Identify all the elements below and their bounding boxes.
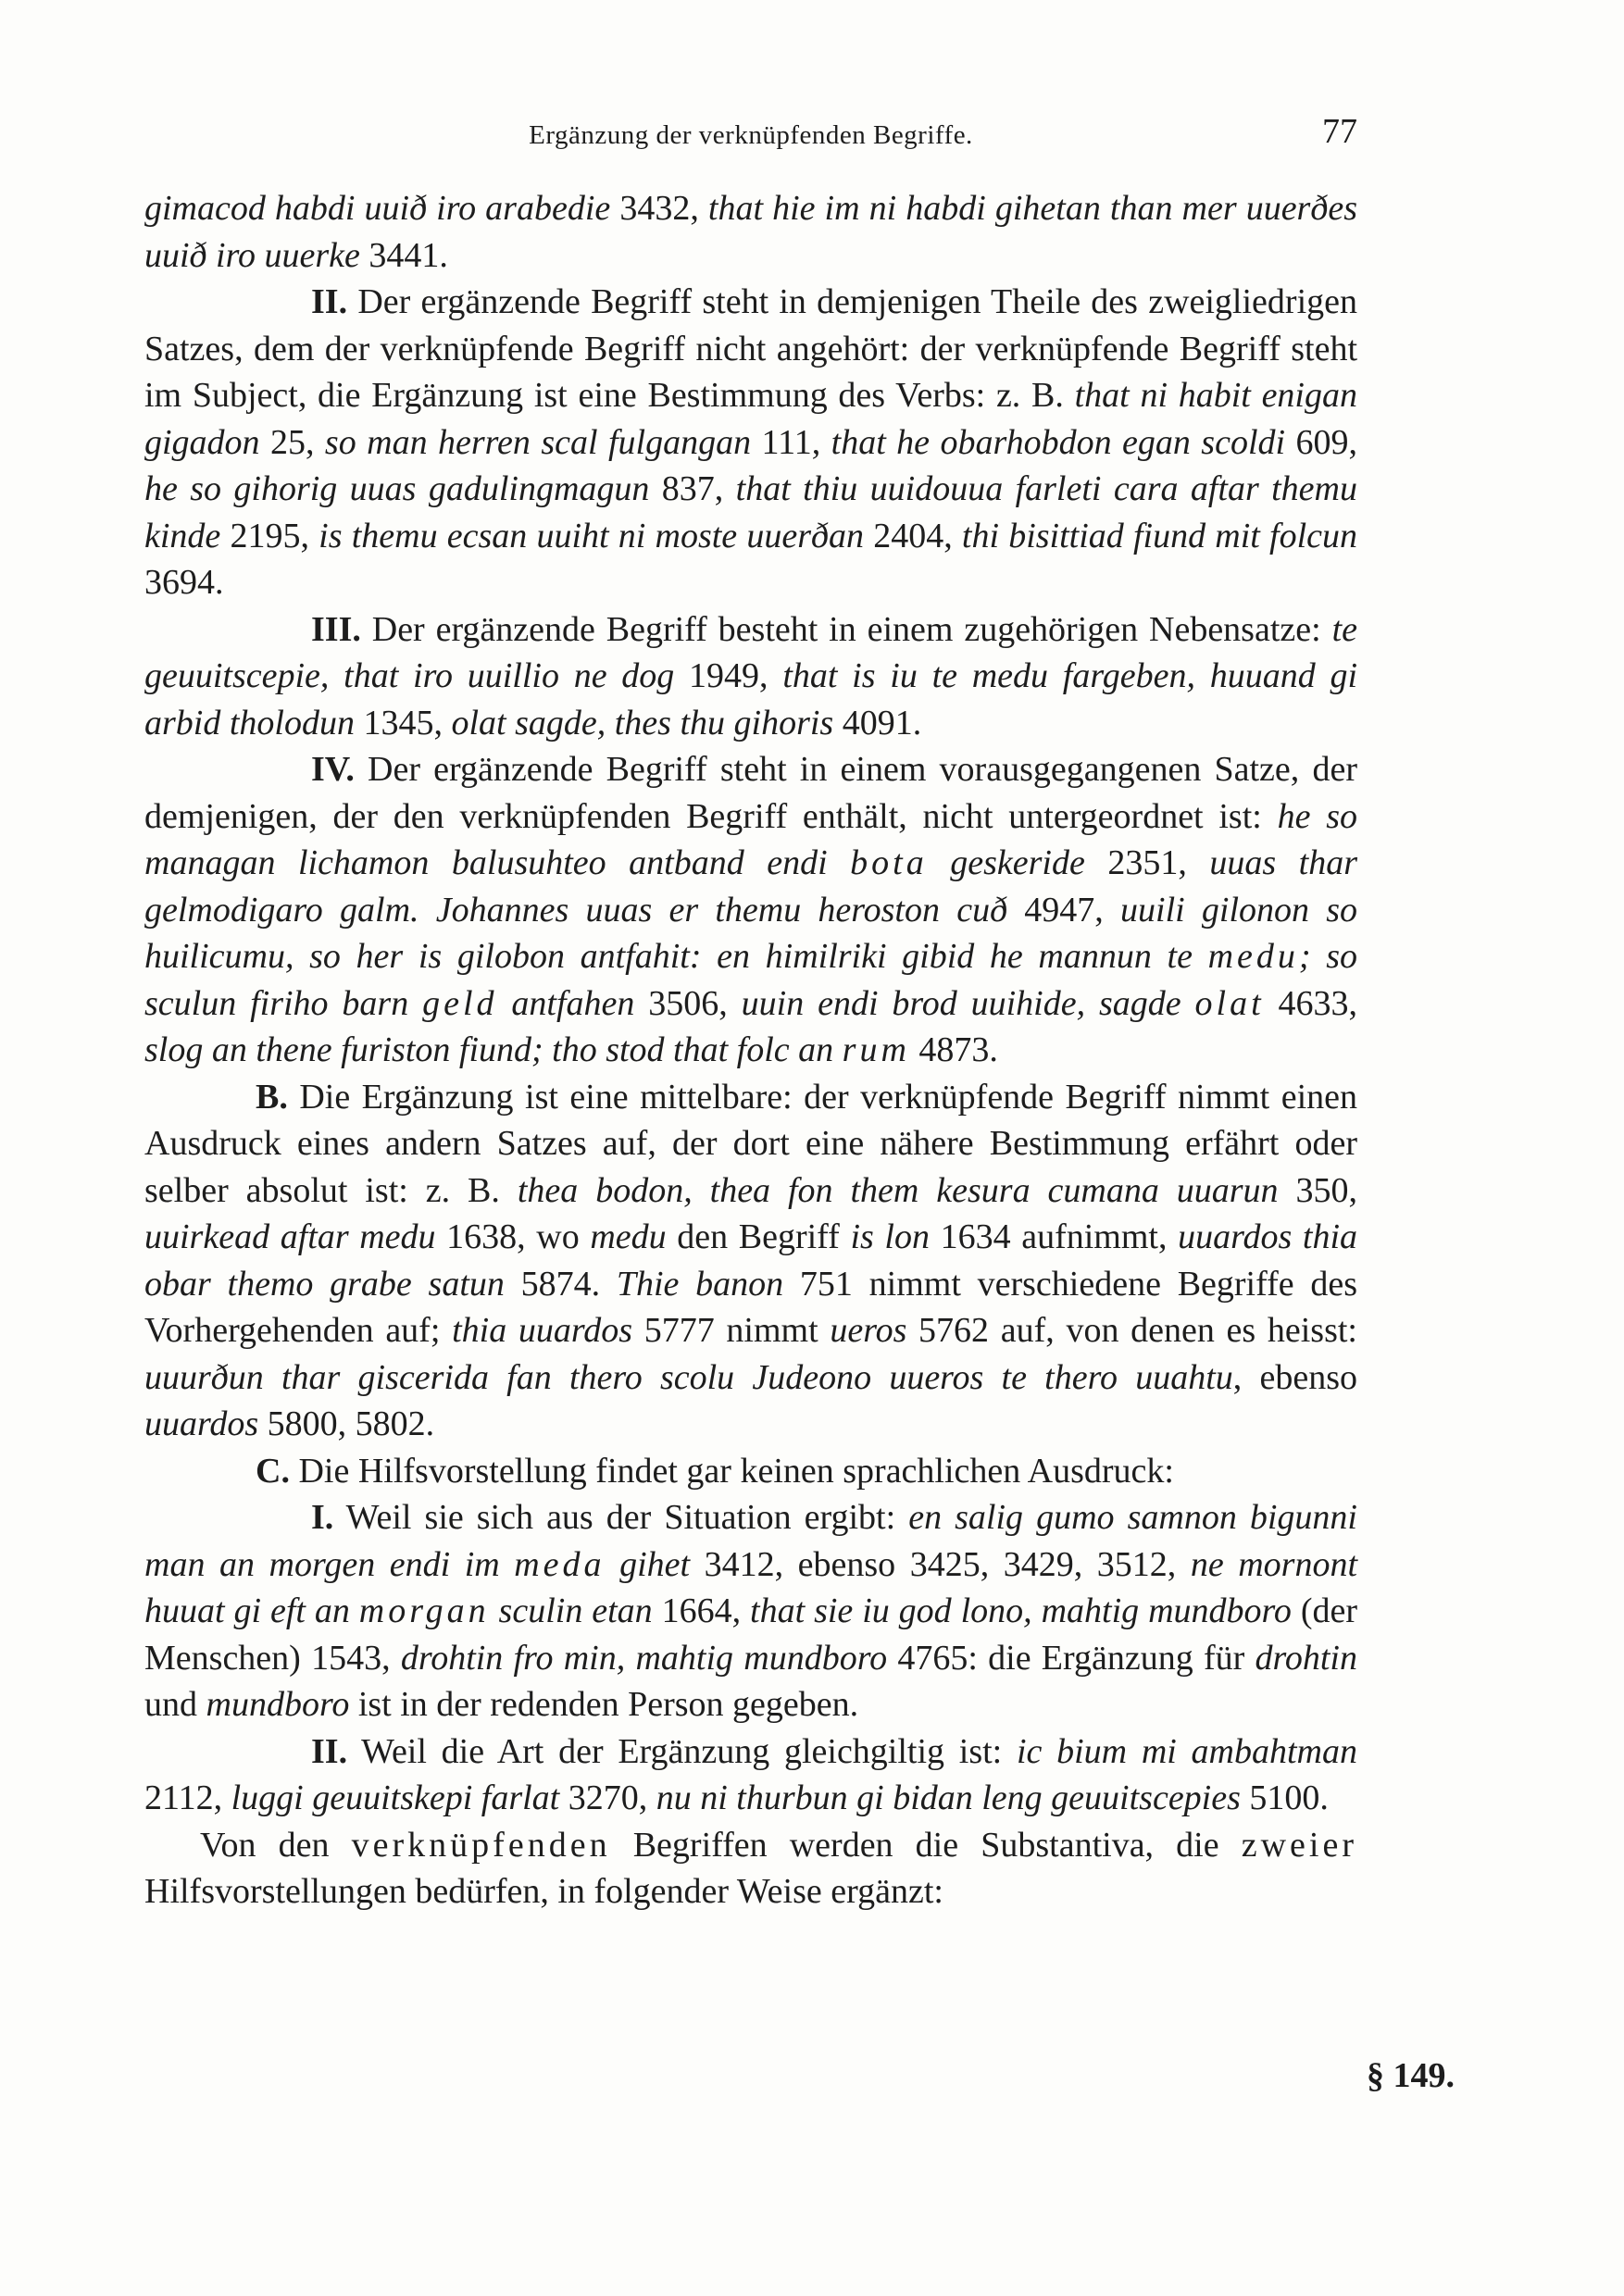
text: , ebenso xyxy=(1232,1357,1357,1397)
page-header xyxy=(144,111,1357,163)
quote: is themu ecsan uuiht ni moste uuerðan xyxy=(319,516,865,555)
quote: olat sagde, thes thu gihoris xyxy=(451,703,834,742)
quote: uuas thar gelmodigaro galm. Johannes uuas er themu heroston cuð xyxy=(144,843,1357,930)
text: 609, xyxy=(1285,422,1358,462)
quote: nu ni thurbun gi bidan leng geuuitscepies xyxy=(656,1778,1241,1817)
quote-spaced: rum xyxy=(842,1030,910,1069)
quote: he so gihorig uuas gadulingmagun xyxy=(144,469,650,508)
quote: uuardos thia obar themo grabe satun xyxy=(144,1217,1357,1304)
text: 350, xyxy=(1278,1170,1357,1210)
quote: medu xyxy=(590,1217,667,1256)
text: 3694. xyxy=(144,563,224,602)
quote-spaced: bota xyxy=(850,843,928,882)
text: 5800, 5802. xyxy=(258,1404,435,1443)
paragraph-IV xyxy=(144,746,1357,1074)
text: 2351, xyxy=(1084,843,1210,882)
quote: uuardos xyxy=(144,1404,259,1443)
section-marker: IV. xyxy=(311,750,355,789)
quote: sculin etan xyxy=(489,1591,653,1630)
quote: luggi geuuitskepi farlat xyxy=(231,1778,560,1817)
quote: drohtin xyxy=(1255,1638,1357,1678)
quote: slog an thene furiston fiund; tho stod that folc an xyxy=(144,1030,843,1069)
text: 3270, xyxy=(559,1778,656,1817)
text: 2404, xyxy=(864,516,962,555)
quote: that he obarhobdon egan scoldi xyxy=(831,422,1286,462)
quote: uuili gilonon so huilicumu, so her is gilobon antfahit: en himilriki gibid he mannun te xyxy=(144,890,1358,976)
quote: uuin endi brod uuihide, sagde xyxy=(741,983,1195,1023)
section-marker: II. xyxy=(311,282,348,321)
text: 4873. xyxy=(909,1030,998,1069)
text: 4947, xyxy=(1007,890,1121,930)
text: Die Hilfsvorstellung findet gar keinen sprachlichen Ausdruck: xyxy=(289,1451,1174,1491)
quote: he so managan lichamon balusuhteo antband endi xyxy=(144,796,1358,882)
text: 751 nimmt verschiedene Begriffe des Vorhergehenden auf; xyxy=(144,1264,1358,1350)
text: (der Menschen) 1543, xyxy=(144,1591,1357,1678)
text: 1638, wo xyxy=(435,1217,591,1256)
quote: that thiu uuidouua farleti cara aftar themu kinde xyxy=(144,469,1357,555)
page-number: 77 xyxy=(1322,112,1357,151)
quote: gihet xyxy=(605,1544,691,1584)
section-marker: III. xyxy=(311,609,361,649)
text: Die Ergänzung ist eine mittelbare: der verknüpfende Begriff nimmt einen Ausdruck eines andern Satzes auf, der dort eine nähere Bestimmung erfährt oder selber absolut ist: z. B. xyxy=(144,1077,1357,1210)
text: 2112, xyxy=(144,1778,231,1817)
text: 4765: die Ergänzung für xyxy=(887,1638,1255,1678)
text: 4091. xyxy=(833,703,922,742)
quote-spaced: meda xyxy=(514,1544,606,1584)
quote: en salig gumo samnon bigunni man an morgen endi im xyxy=(144,1498,1357,1584)
quote: ne mornont huuat gi eft an xyxy=(144,1544,1358,1630)
paragraph-B xyxy=(144,1074,1357,1448)
section-marker: C. xyxy=(256,1451,290,1491)
quote: is lon xyxy=(850,1217,930,1256)
quote: ic bium mi ambahtman xyxy=(1016,1731,1357,1771)
quote: that is iu te medu fargeben, huuand gi arbid tholodun xyxy=(144,656,1358,742)
paragraph-III xyxy=(144,606,1357,747)
text: den Begriff xyxy=(666,1217,851,1256)
quote: uuirkead aftar medu xyxy=(144,1217,436,1256)
quote-spaced: geld xyxy=(422,983,498,1023)
text: 1949, xyxy=(674,656,783,695)
section-marker: I. xyxy=(311,1498,334,1537)
text: 1664, xyxy=(652,1591,751,1630)
quote: thi bisittiad fiund mit folcun xyxy=(961,516,1357,555)
text: 4633, xyxy=(1264,983,1358,1023)
text: Von den xyxy=(200,1825,352,1865)
text: 837, xyxy=(649,469,736,508)
text: 3432, xyxy=(610,189,708,228)
quote: ueros xyxy=(830,1311,907,1350)
text: 1634 aufnimmt, xyxy=(929,1217,1179,1256)
text: 3412, ebenso 3425, 3429, 3512, xyxy=(690,1544,1191,1584)
text: ist in der redenden Person gegeben. xyxy=(349,1685,859,1724)
quote: drohtin fro min, mahtig mundboro xyxy=(400,1638,888,1678)
quote: that ni habit enigan gigadon xyxy=(144,376,1357,462)
text: Hilfsvorstellungen bedürfen, in folgender Weise ergänzt: xyxy=(144,1872,943,1911)
section-margin-note: § 149. xyxy=(1367,2056,1455,2095)
quote: so man herren scal fulgangan xyxy=(324,422,752,462)
quote: mundboro xyxy=(206,1685,350,1724)
text: Der ergänzende Begriff steht in demjenigen Theile des zweigliedrigen Satzes, dem der verknüpfende Begriff nicht angehört: der verknüpfende Begriff steht im Subject, die Ergänzung ist eine Bestimmung des Verbs: z. B. xyxy=(144,282,1357,415)
quote: thea bodon, thea fon them kesura cumana uuarun xyxy=(517,1170,1279,1210)
quote: geskeride xyxy=(927,843,1085,882)
quote: antfahen xyxy=(497,983,635,1023)
running-title: Ergänzung der verknüpfenden Begriffe. xyxy=(529,120,973,150)
text: 3441. xyxy=(359,235,448,275)
section-marker: B. xyxy=(256,1077,288,1117)
quote: ; so sculun firiho barn xyxy=(144,937,1357,1023)
text: 2195, xyxy=(220,516,319,555)
quote: that hie im ni habdi gihetan than mer uuerðes uuið iro uuerke xyxy=(144,189,1357,275)
quote: te geuuitscepie, that iro uuillio ne dog xyxy=(144,609,1357,695)
text: 5874. xyxy=(504,1264,617,1304)
paragraph-continuation xyxy=(144,185,1357,279)
text: 111, xyxy=(751,422,831,462)
text: Weil die Art der Ergänzung gleichgiltig ist: xyxy=(347,1731,1017,1771)
paragraph-C-I xyxy=(144,1494,1357,1728)
body-text xyxy=(144,185,1357,1915)
text: und xyxy=(144,1685,206,1724)
text: 3506, xyxy=(634,983,742,1023)
paragraph-II xyxy=(144,279,1357,606)
quote-spaced: medu xyxy=(1207,937,1299,976)
paragraph-C-II xyxy=(144,1728,1357,1822)
text: 5762 auf, von denen es heisst: xyxy=(906,1311,1357,1350)
quote: thia uuardos xyxy=(452,1311,633,1350)
paragraph-final xyxy=(144,1822,1357,1915)
text: 25, xyxy=(259,422,325,462)
text: Der ergänzende Begriff besteht in einem zugehörigen Nebensatze: xyxy=(360,609,1332,649)
quote-spaced: olat xyxy=(1194,983,1265,1023)
quote: that sie iu god lono, mahtig mundboro xyxy=(750,1591,1292,1630)
quote: Thie banon xyxy=(616,1264,784,1304)
quote: uuurðun thar giscerida fan thero scolu Judeono uueros te thero uuahtu xyxy=(144,1357,1233,1397)
text: Der ergänzende Begriff steht in einem vorausgegangenen Satze, der demjenigen, der den verknüpfenden Begriff enthält, nicht untergeordnet ist: xyxy=(144,750,1357,836)
paragraph-C xyxy=(144,1448,1357,1495)
text: Begriffen werden die Substantiva, die xyxy=(610,1825,1242,1865)
section-marker: II. xyxy=(311,1731,348,1771)
text: 5777 nimmt xyxy=(632,1311,831,1350)
quote-spaced: morgan xyxy=(358,1591,490,1630)
text-spaced: zweier xyxy=(1241,1825,1357,1865)
text: Weil sie sich aus der Situation ergibt: xyxy=(333,1498,909,1537)
text: 1345, xyxy=(354,703,452,742)
quote: gimacod habdi uuið iro arabedie xyxy=(144,189,611,228)
text: 5100. xyxy=(1240,1778,1329,1817)
text-spaced: verknüpfenden xyxy=(351,1825,611,1865)
